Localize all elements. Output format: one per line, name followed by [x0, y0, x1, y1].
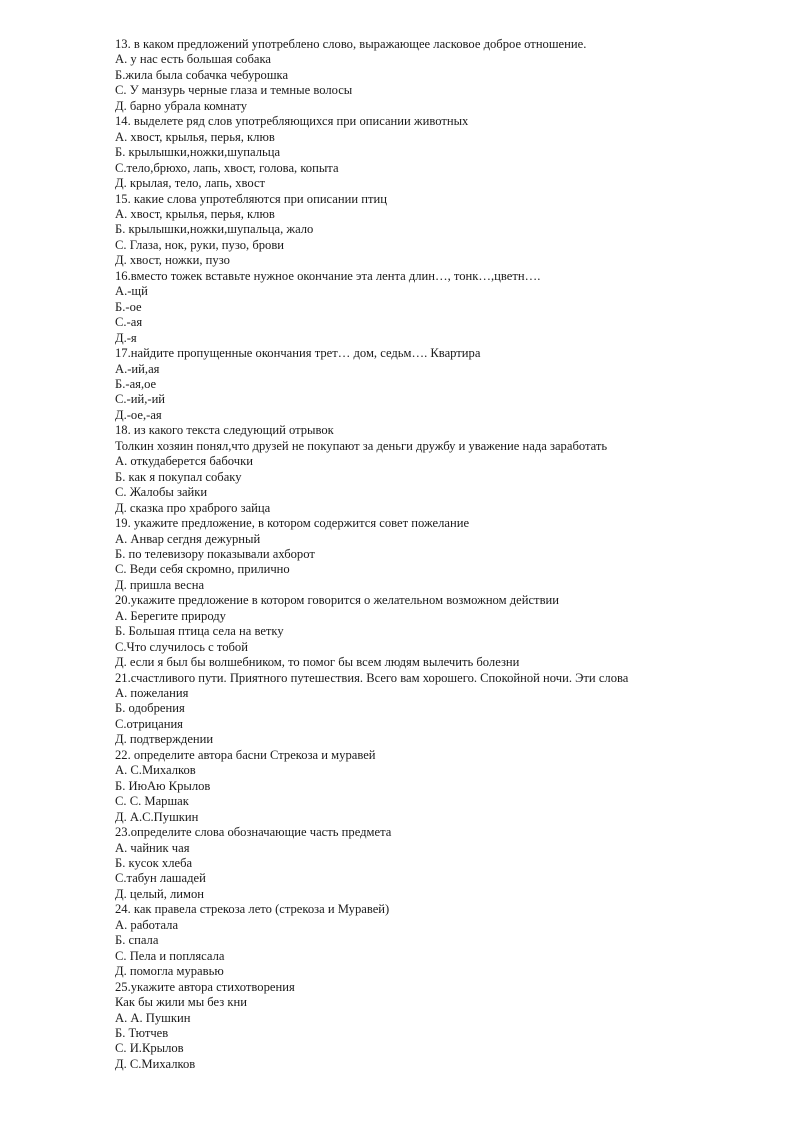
text-line: 13. в каком предложений употреблено слово, выражающее ласковое доброе отношение.	[115, 37, 587, 51]
text-line: 24. как правела стрекоза лето (стрекоза и Муравей)	[115, 902, 390, 917]
text-line: А.-ий,ая	[115, 361, 160, 376]
text-line: С.табун лашадей	[115, 871, 206, 886]
text-line: А. хвост, крылья, перья, клюв	[115, 129, 275, 144]
text-line: А. откудаберется бабочки	[115, 454, 253, 469]
text-line: С. С. Маршак	[115, 794, 189, 809]
text-line: 19. укажите предложение, в котором содержится совет пожелание	[115, 516, 470, 531]
text-line: Д. С.Михалков	[115, 1056, 196, 1071]
text-line: 20.укажите предложение в котором говорится о желательном возможном действии	[115, 593, 559, 608]
text-line: Б. одобрения	[115, 701, 185, 716]
text-line: Д.-ое,-ая	[115, 407, 162, 422]
text-line: Д.-я	[115, 330, 137, 345]
text-line: С.тело,брюхо, лапь, хвост, голова, копыта	[115, 160, 339, 175]
text-line: А. Анвар сегдня дежурный	[115, 531, 261, 546]
text-line: А. у нас есть большая собака	[115, 52, 271, 67]
text-line: Б. крылышки,ножки,шупальца, жало	[115, 222, 314, 237]
text-line: Д. целый, лимон	[115, 886, 205, 901]
text-line: Д. помогла муравью	[115, 964, 224, 979]
text-line: С.-ая	[115, 315, 143, 330]
text-line: А. работала	[115, 917, 179, 932]
text-line: С. И.Крылов	[115, 1041, 184, 1056]
text-line: Б. крылышки,ножки,шупальца	[115, 145, 281, 160]
text-line: 17.найдите пропущенные окончания трет… дом, седьм…. Квартира	[115, 346, 481, 361]
text-line: Д. барно убрала комнату	[115, 98, 248, 113]
text-line: Б. Большая птица села на ветку	[115, 624, 284, 639]
text-line: Д. крылая, тело, лапь, хвост	[115, 176, 266, 191]
text-line: Б.-ая,ое	[115, 376, 157, 391]
text-line: 18. из какого текста следующий отрывок	[115, 423, 334, 438]
text-line: А. Берегите природу	[115, 608, 226, 623]
text-line: С.Что случилось с тобой	[115, 639, 248, 654]
text-line: Б. кусок хлеба	[115, 856, 193, 871]
text-line: Д. сказка про храброго зайца	[115, 500, 271, 515]
text-line: С. У манзурь черные глаза и темные волосы	[115, 83, 353, 98]
text-line: А. А. Пушкин	[115, 1010, 191, 1025]
text-line: С.-ий,-ий	[115, 392, 166, 407]
text-line: С.отрицания	[115, 716, 183, 731]
text-line: Как бы жили мы без кни	[115, 995, 248, 1010]
text-line: С. Пела и поплясала	[115, 948, 225, 963]
text-line: 16.вместо тожек вставьте нужное окончание эта лента длин…, тонк…,цветн….	[115, 268, 541, 283]
text-line: Б.-ое	[115, 299, 142, 314]
text-line: Б. по телевизору показывали ахборот	[115, 546, 315, 561]
text-line: С. Глаза, нок, руки, пузо, брови	[115, 237, 285, 252]
text-line: А. хвост, крылья, перья, клюв	[115, 206, 275, 221]
text-line: С. Веди себя скромно, прилично	[115, 562, 290, 577]
text-line: Б. спала	[115, 933, 159, 948]
text-line: Толкин хозяин понял,что друзей не покупают за деньги дружбу и уважение нада заработать	[115, 438, 608, 453]
text-line: Д. хвост, ножки, пузо	[115, 253, 230, 268]
text-line: Д. если я был бы волшебником, то помог бы всем людям вылечить болезни	[115, 655, 520, 670]
text-line: 14. выделете ряд слов употребляющихся при описании животных	[115, 114, 469, 129]
text-line: 25.укажите автора стихотворения	[115, 979, 295, 994]
text-line: Б. Тютчев	[115, 1026, 169, 1040]
text-line: Д. пришла весна	[115, 577, 205, 592]
text-line: А. пожелания	[115, 686, 189, 701]
text-line: Д. подтверждении	[115, 732, 214, 747]
text-line: 22. определите автора басни Стрекоза и муравей	[115, 747, 376, 762]
text-line: Б. как я покупал собаку	[115, 469, 242, 484]
text-line: А. С.Михалков	[115, 763, 196, 778]
text-line: Б. ИюАю Крылов	[115, 778, 211, 793]
text-line: А.-щй	[115, 284, 148, 299]
text-line: Б.жила была собачка чебурошка	[115, 67, 289, 82]
text-line: 15. какие слова упротебляются при описании птиц	[115, 191, 387, 206]
text-line: Д. А.С.Пушкин	[115, 809, 199, 824]
text-line: С. Жалобы зайки	[115, 485, 208, 500]
text-line: А. чайник чая	[115, 840, 190, 855]
text-line: 21.счастливого пути. Приятного путешествия. Всего вам хорошего. Спокойной ночи. Эти слова	[115, 670, 629, 685]
text-line: 23.определите слова обозначающие часть предмета	[115, 825, 392, 840]
